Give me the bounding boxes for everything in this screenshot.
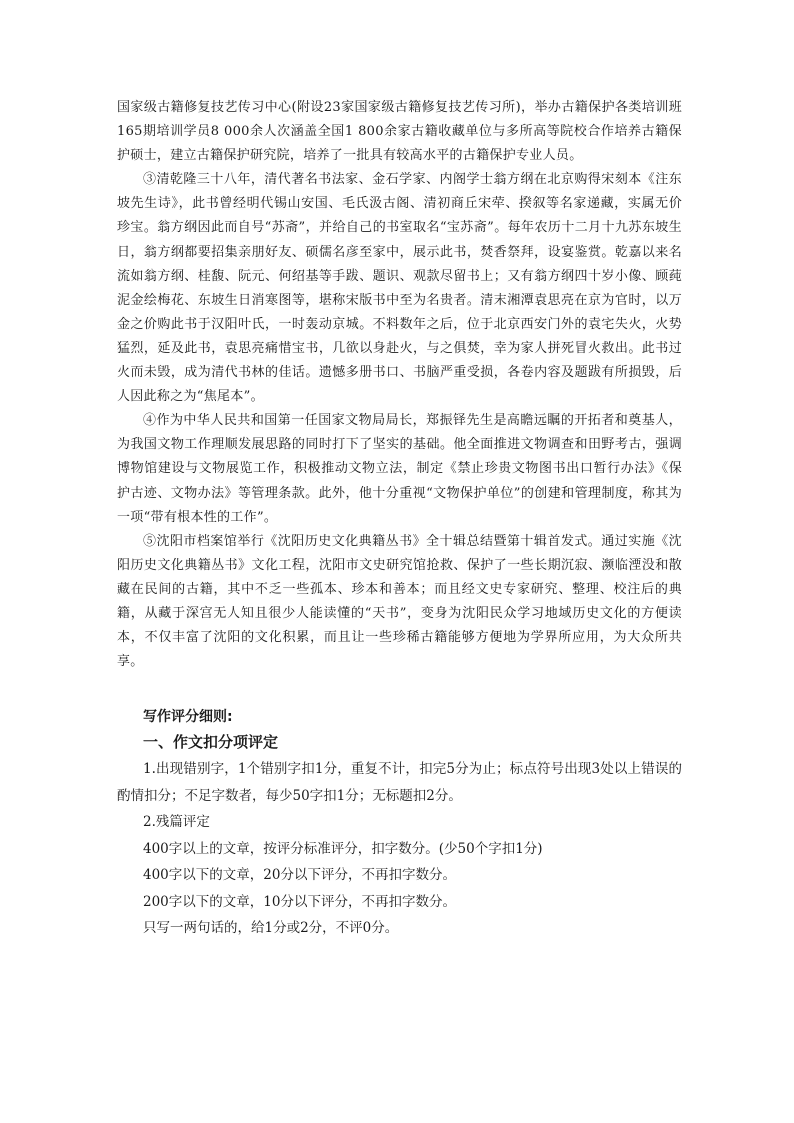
rubric-line-4: 只写一两句话的，给1分或2分，不评0分。 — [143, 920, 399, 937]
rubric-title: 写作评分细则: — [143, 709, 233, 726]
paragraph-continued: 国家级古籍修复技艺传习中心(附设23家国家级古籍修复技艺传习所)，举办古籍保护各类培训班165期培训学员8 000余人次涵盖全国1 800余家古籍收藏单位与多所高等院校合作培养古籍保护硕士，建立古籍保护研究院，培养了一批具有较高水平的古籍保护专业人员。 — [117, 100, 682, 164]
rubric-line-3: 200字以下的文章，10分以下评分，不再扣字数分。 — [143, 893, 456, 910]
rubric-line-1: 400字以上的文章，按评分标准评分，扣字数分。(少50个字扣1分) — [143, 840, 543, 857]
paragraph-3: ③清乾隆三十八年，清代著名书法家、金石学家、内阁学士翁方纲在北京购得宋刻本《注东坡先生诗》，此书曾经明代锡山安国、毛氏汲古阁、清初商丘宋荦、揆叙等名家递藏，实属无价珍宝。翁方纲因此而自号“苏斋”，并给自己的书室取名“宝苏斋”。每年农历十二月十九苏东坡生日，翁方纲都要招集亲朋好友、硕儒名彦至家中，展示此书，焚香祭拜，设宴鉴赏。乾嘉以来名流如翁方纲、桂馥、阮元、何绍基等手跋、题识、观款尽留书上；又有翁方纲四十岁小像、顾莼泥金绘梅花、东坡生日消寒图等，堪称宋版书中至为名贵者。清末湘潭袁思亮在京为官时，以万金之价购此书于汉阳叶氏，一时轰动京城。不料数年之后，位于北京西安门外的袁宅失火，火势猛烈，延及此书，袁思亮痛惜宝书，几欲以身赴火，与之俱焚，幸为家人拼死冒火救出。此书过火而未毁，成为清代书林的佳话。遗憾多册书口、书脑严重受损，各卷内容及题跋有所损毁，后人因此称之为“焦尾本”。 — [117, 172, 682, 405]
section-spacer — [117, 674, 682, 705]
rubric-section-heading: 一、作文扣分项评定 — [143, 733, 279, 752]
rubric-line-2: 400字以下的文章，20分以下评分，不再扣字数分。 — [143, 867, 456, 884]
paragraph-5: ⑤沈阳市档案馆举行《沈阳历史文化典籍丛书》全十辑总结暨第十辑首发式。通过实施《沈阳历史文化典籍丛书》文化工程，沈阳市文史研究馆抢救、保护了一些长期沉寂、濒临湮没和散藏在民间的古籍，其中不乏一些孤本、珍本和善本；而且经文史专家研究、整理、校注后的典籍，从藏于深宫无人知且很少人能读懂的“天书”，变身为沈阳民众学习地域历史文化的方便读本，不仅丰富了沈阳的文化积累，而且让一些珍稀古籍能够方便地为学界所应用，为大众所共享。 — [117, 533, 682, 670]
rubric-item-2-heading: 2.残篇评定 — [143, 814, 210, 831]
rubric-item-1: 1.出现错别字，1个错别字扣1分，重复不计，扣完5分为止；标点符号出现3处以上错误的酌情扣分；不足字数者，每少50字扣1分；无标题扣2分。 — [117, 761, 682, 804]
document-page — [117, 96, 682, 942]
scoring-rubric — [117, 705, 682, 942]
paragraph-4: ④作为中华人民共和国第一任国家文物局局长，郑振铎先生是高瞻远瞩的开拓者和奠基人，为我国文物工作理顺发展思路的同时打下了坚实的基础。他全面推进文物调查和田野考古，强调博物馆建设与文物展览工作，积极推动文物立法，制定《禁止珍贵文物图书出口暂行办法》《保护古迹、文物办法》等管理条款。此外，他十分重视“文物保护单位”的创建和管理制度，称其为一项“带有根本性的工作”。 — [117, 413, 682, 525]
